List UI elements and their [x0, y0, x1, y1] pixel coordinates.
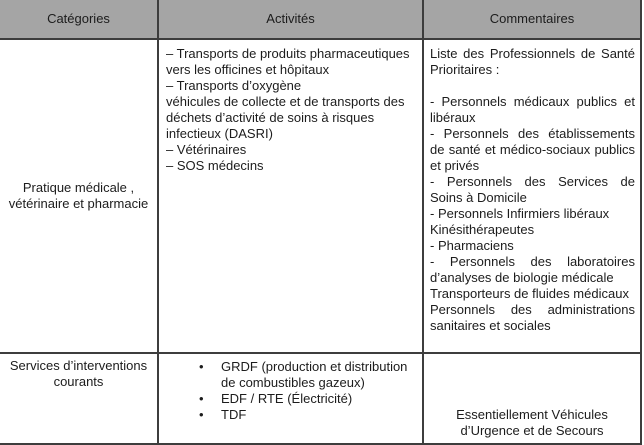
activities-list — [166, 46, 415, 174]
comments-cell-services-interventions — [424, 354, 642, 443]
comment-text: Essentiellement Véhicules d’Urgence et de Secours — [456, 407, 608, 438]
row-pratique-medicale — [0, 40, 642, 354]
comment-item: - Personnels des établissements de santé et médico-sociaux publics et privés — [430, 126, 635, 173]
comment-item: Transporteurs de fluides médicaux — [430, 286, 629, 301]
category-cell-services-interventions: Services d’interventions courants — [0, 354, 159, 443]
activity-item: GRDF (production et distribution de combustibles gazeux) — [221, 359, 408, 390]
comment-item: - Personnels des laboratoires d’analyses de biologie médicale — [430, 254, 635, 285]
comment-item: Personnels des administrations sanitaires et sociales — [430, 302, 635, 333]
header-categories: Catégories — [0, 0, 159, 38]
row-services-interventions — [0, 354, 642, 445]
activities-cell-pratique-medicale — [159, 40, 424, 352]
comments-list — [430, 94, 635, 334]
header-comments: Commentaires — [424, 0, 642, 38]
activity-item: véhicules de collecte et de transports des déchets d’activité de soins à risques infectieux (DASRI) — [166, 94, 405, 141]
activity-item: – SOS médecins — [166, 158, 264, 173]
comments-cell-pratique-medicale — [424, 40, 642, 352]
header-activities: Activités — [159, 0, 424, 38]
activities-cell-services-interventions — [159, 354, 424, 443]
table-header-row — [0, 0, 642, 40]
activity-item: – Transports d’oxygène — [166, 78, 302, 93]
activity-item: – Transports de produits pharmaceutiques vers les officines et hôpitaux — [166, 46, 410, 77]
activity-item: – Vétérinaires — [166, 142, 247, 157]
comment-item: - Personnels des Services de Soins à Domicile — [430, 174, 635, 205]
comment-item: - Pharmaciens — [430, 238, 514, 253]
bullet-icon: • — [199, 359, 204, 374]
comment-item: Kinésithérapeutes — [430, 222, 535, 237]
comment-item: - Personnels médicaux publics et libéraux — [430, 94, 635, 125]
bullet-icon: • — [199, 391, 204, 406]
bullet-list-item — [199, 359, 415, 391]
activity-item: TDF — [221, 407, 247, 422]
comment-item: - Personnels Infirmiers libéraux — [430, 206, 610, 221]
category-cell-pratique-medicale: Pratique médicale , vétérinaire et pharmacie — [0, 40, 159, 352]
bullet-list — [166, 359, 415, 423]
comments-intro: Liste des Professionnels de Santé Prioritaires : — [430, 46, 635, 77]
activity-item: EDF / RTE (Électricité) — [221, 391, 353, 406]
bullet-list-item — [199, 391, 415, 407]
bullet-list-item — [199, 407, 415, 423]
bullet-icon: • — [199, 407, 204, 422]
